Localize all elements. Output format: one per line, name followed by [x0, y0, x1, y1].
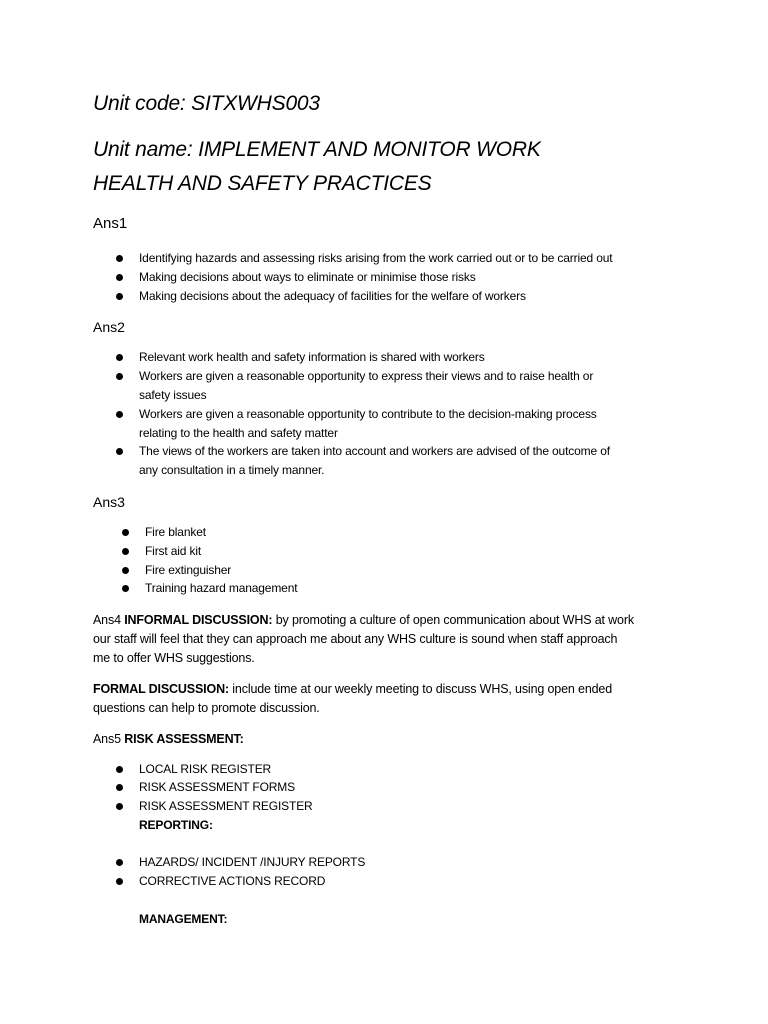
- unit-name-heading-line2: HEALTH AND SAFETY PRACTICES: [93, 172, 432, 195]
- bullet-icon: [116, 803, 123, 810]
- bullet-icon: [116, 878, 123, 885]
- ans2-item-3-cont: relating to the health and safety matter: [139, 426, 338, 440]
- ans3-item-4: Training hazard management: [145, 581, 298, 595]
- ans5-line: [93, 730, 244, 749]
- ans2-item-4: The views of the workers are taken into account and workers are advised of the outcome of: [139, 444, 610, 458]
- bullet-icon: [116, 255, 123, 262]
- bullet-icon: [122, 585, 129, 592]
- ans3-item-3: Fire extinguisher: [145, 563, 232, 577]
- ans5-item-3: RISK ASSESSMENT REGISTER: [139, 799, 313, 813]
- informal-discussion-heading: INFORMAL DISCUSSION:: [124, 613, 273, 627]
- ans2-item-2: Workers are given a reasonable opportunity to express their views and to raise health or: [139, 369, 594, 383]
- ans1-item-3: Making decisions about the adequacy of facilities for the welfare of workers: [139, 289, 526, 303]
- bullet-icon: [122, 567, 129, 574]
- reporting-heading: REPORTING:: [139, 818, 213, 832]
- unit-code-heading: Unit code: SITXWHS003: [93, 92, 320, 115]
- ans2-item-3: Workers are given a reasonable opportunity to contribute to the decision-making process: [139, 407, 597, 421]
- bullet-icon: [116, 411, 123, 418]
- ans1-item-1: Identifying hazards and assessing risks arising from the work carried out or to be carried out: [139, 251, 613, 265]
- bullet-icon: [116, 373, 123, 380]
- ans4-line-1: [93, 611, 634, 630]
- ans4-label: Ans4: [93, 613, 125, 627]
- bullet-icon: [116, 784, 123, 791]
- ans4-line-2: our staff will feel that they can approach me about any WHS culture is sound when staff approach: [93, 632, 618, 646]
- ans4-line-1-text: by promoting a culture of open communication about WHS at work: [272, 613, 634, 627]
- ans4-line-3: me to offer WHS suggestions.: [93, 651, 255, 665]
- ans1-label: Ans1: [93, 215, 128, 232]
- ans2-label: Ans2: [93, 319, 125, 335]
- ans5-item-1: LOCAL RISK REGISTER: [139, 762, 272, 776]
- unit-name-heading-line1: Unit name: IMPLEMENT AND MONITOR WORK: [93, 138, 541, 161]
- ans2-item-4-cont: any consultation in a timely manner.: [139, 463, 325, 477]
- formal-discussion-heading: FORMAL DISCUSSION:: [93, 682, 229, 696]
- management-heading: MANAGEMENT:: [139, 912, 228, 926]
- ans1-item-2: Making decisions about ways to eliminate or minimise those risks: [139, 270, 476, 284]
- ans2-item-1: Relevant work health and safety information is shared with workers: [139, 350, 485, 364]
- ans3-item-2: First aid kit: [145, 544, 202, 558]
- reporting-item-1: HAZARDS/ INCIDENT /INJURY REPORTS: [139, 855, 366, 869]
- bullet-icon: [116, 859, 123, 866]
- reporting-item-2: CORRECTIVE ACTIONS RECORD: [139, 874, 326, 888]
- ans3-label: Ans3: [93, 494, 125, 510]
- ans5-label: Ans5: [93, 732, 125, 746]
- bullet-icon: [116, 293, 123, 300]
- ans3-item-1: Fire blanket: [145, 525, 206, 539]
- bullet-icon: [122, 548, 129, 555]
- bullet-icon: [116, 354, 123, 361]
- formal-line-1: [93, 680, 612, 699]
- ans2-item-2-cont: safety issues: [139, 388, 207, 402]
- formal-line-1-text: include time at our weekly meeting to discuss WHS, using open ended: [228, 682, 613, 696]
- bullet-icon: [116, 448, 123, 455]
- bullet-icon: [116, 274, 123, 281]
- bullet-icon: [122, 529, 129, 536]
- ans5-item-2: RISK ASSESSMENT FORMS: [139, 780, 295, 794]
- formal-line-2: questions can help to promote discussion.: [93, 701, 320, 715]
- risk-assessment-heading: RISK ASSESSMENT:: [124, 732, 244, 746]
- bullet-icon: [116, 766, 123, 773]
